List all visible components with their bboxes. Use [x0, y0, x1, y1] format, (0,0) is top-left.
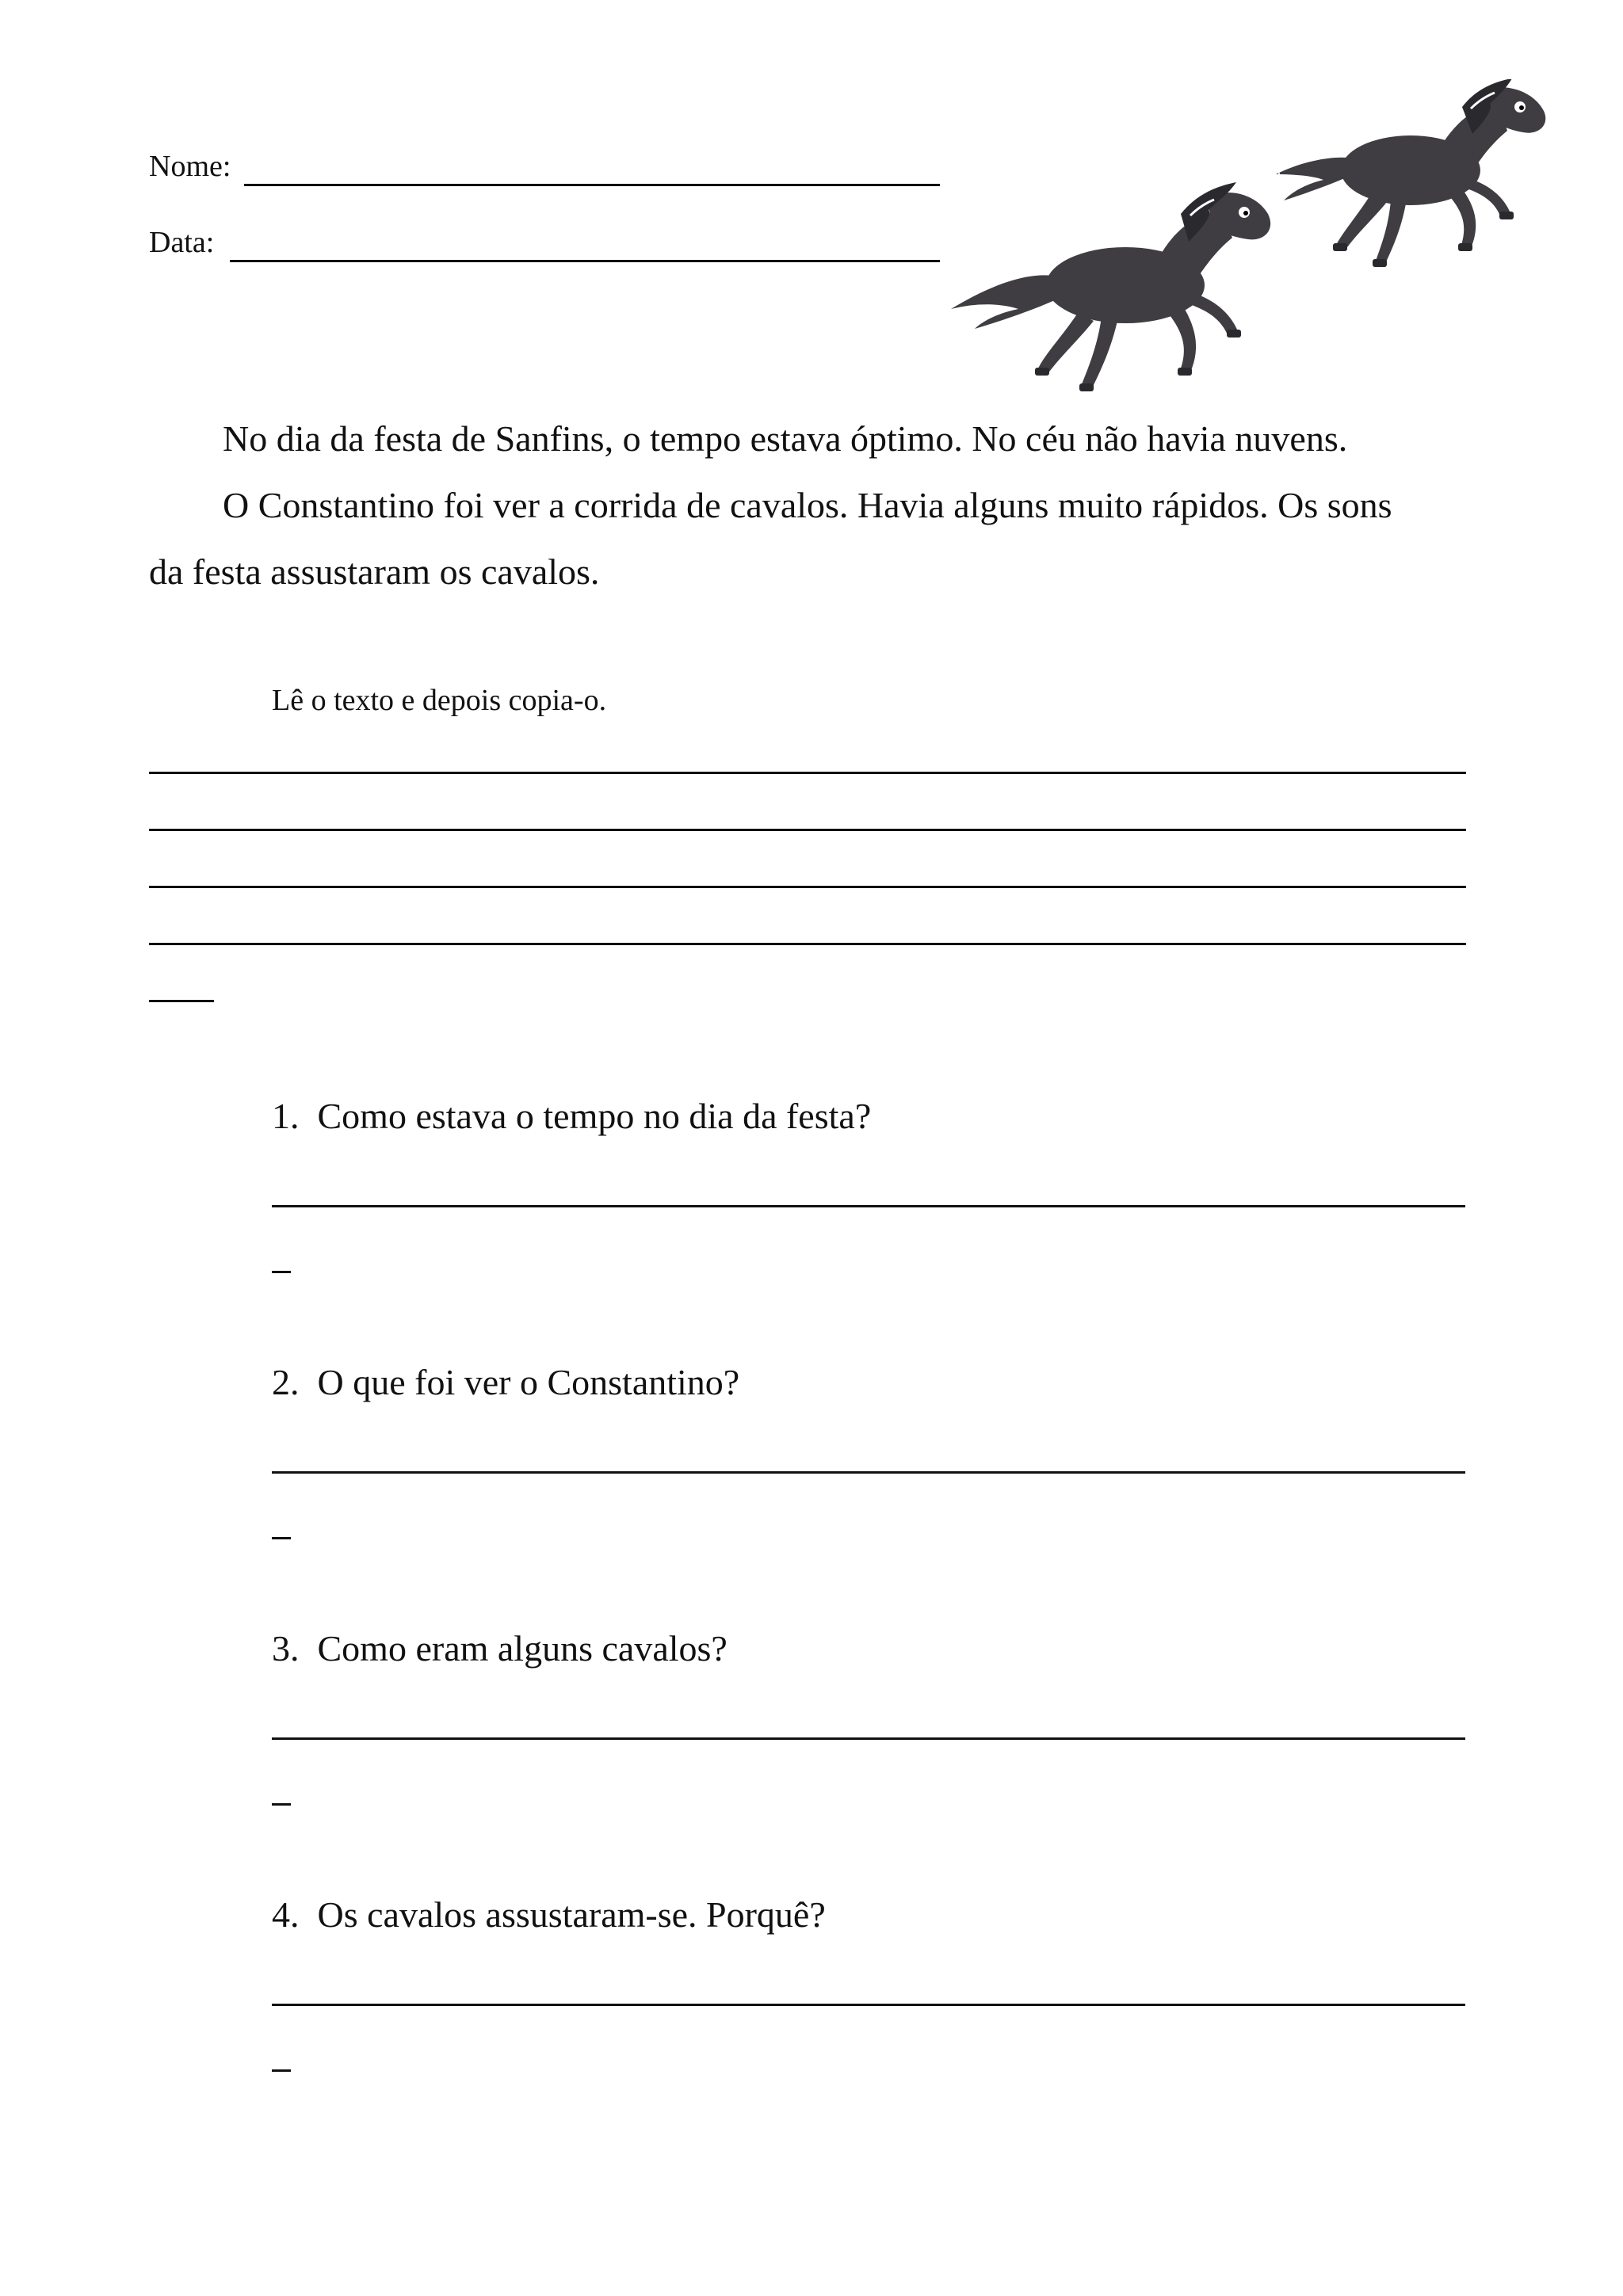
copy-line-3[interactable]	[149, 886, 1466, 888]
instruction-text: Lê o texto e depois copia-o.	[272, 684, 607, 717]
answer-line-4[interactable]	[272, 2004, 1465, 2006]
answer-line-2-tail[interactable]	[272, 1537, 291, 1539]
question-number: 1.	[272, 1096, 300, 1136]
story-line-1: No dia da festa de Sanfins, o tempo estava óptimo. No céu não havia nuvens.	[223, 418, 1348, 459]
copy-line-tail[interactable]	[149, 1000, 214, 1002]
copy-line-2[interactable]	[149, 829, 1466, 831]
story-line-3: da festa assustaram os cavalos.	[149, 551, 600, 592]
answer-line-1-tail[interactable]	[272, 1271, 291, 1273]
horse-right-icon	[1276, 79, 1545, 267]
question-2	[272, 1361, 739, 1403]
answer-line-2[interactable]	[272, 1471, 1465, 1474]
horse-left-icon	[951, 182, 1270, 391]
answer-line-3-tail[interactable]	[272, 1803, 291, 1806]
answer-line-1[interactable]	[272, 1205, 1465, 1207]
copy-line-1[interactable]	[149, 772, 1466, 774]
question-number: 2.	[272, 1362, 300, 1402]
question-4	[272, 1894, 826, 1936]
question-number: 4.	[272, 1894, 300, 1935]
copy-line-4[interactable]	[149, 943, 1466, 945]
question-1	[272, 1095, 871, 1137]
question-3	[272, 1627, 727, 1669]
question-text: Os cavalos assustaram-se. Porquê?	[317, 1894, 826, 1935]
name-label: Nome:	[149, 150, 231, 183]
date-field[interactable]	[230, 260, 940, 262]
question-text: O que foi ver o Constantino?	[317, 1362, 740, 1402]
galloping-horses-icon	[943, 79, 1561, 396]
name-field[interactable]	[244, 184, 940, 186]
story-line-2: O Constantino foi ver a corrida de cavalos. Havia alguns muito rápidos. Os sons	[223, 485, 1392, 525]
question-text: Como estava o tempo no dia da festa?	[317, 1096, 872, 1136]
question-number: 3.	[272, 1628, 300, 1669]
answer-line-4-tail[interactable]	[272, 2069, 291, 2072]
question-text: Como eram alguns cavalos?	[317, 1628, 727, 1669]
answer-line-3[interactable]	[272, 1737, 1465, 1740]
date-label: Data:	[149, 226, 215, 259]
